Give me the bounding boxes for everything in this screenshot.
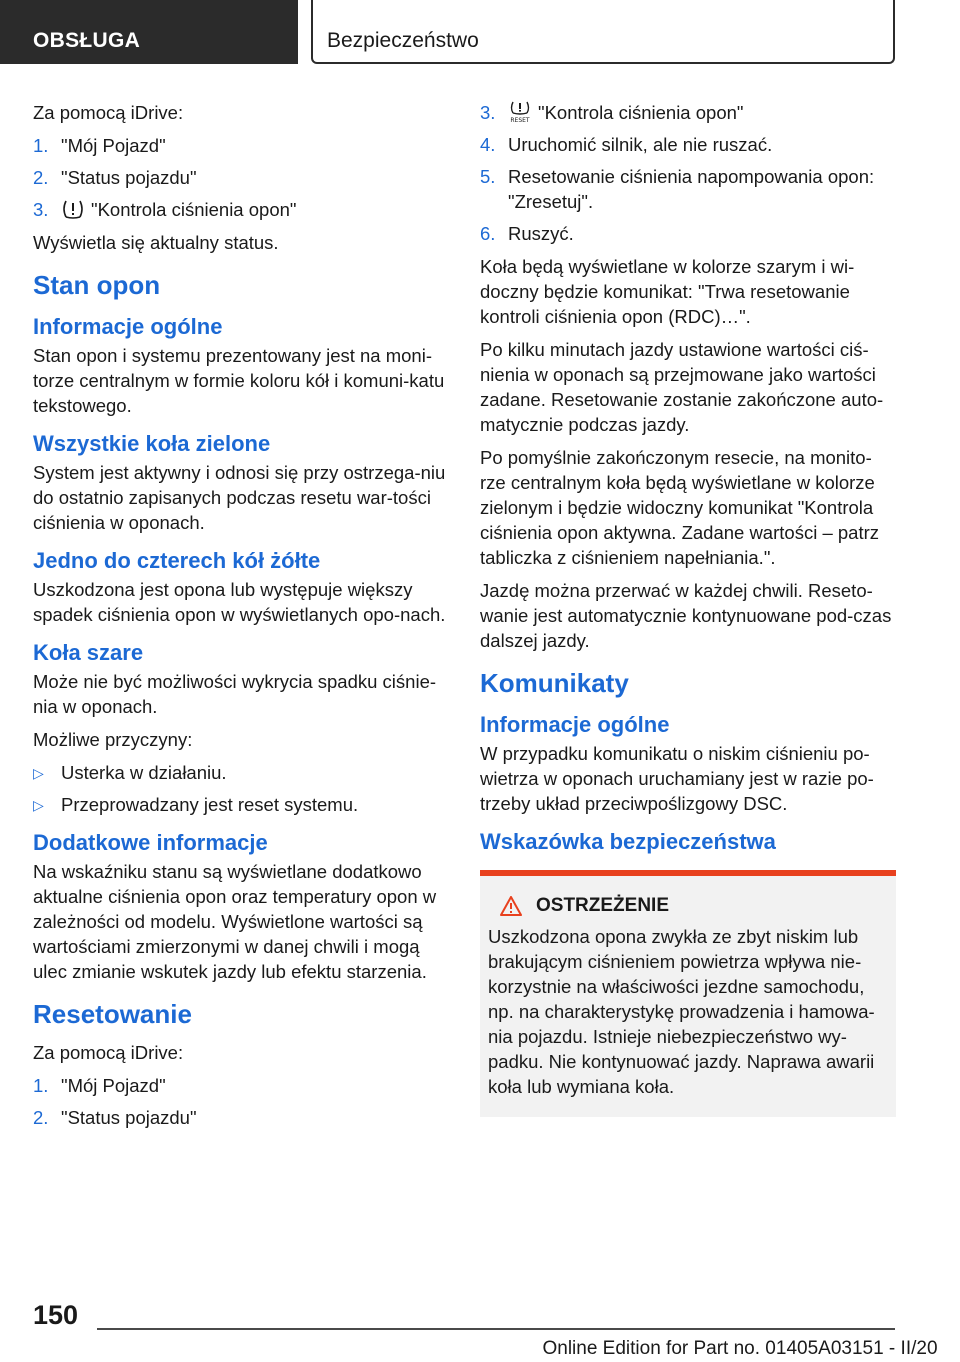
- subheading-all-green: Wszystkie koła zielone: [33, 431, 271, 456]
- triangle-bullet-icon: ▷: [33, 765, 44, 781]
- subheading-grey: Koła szare: [33, 640, 144, 665]
- warning-box: [480, 870, 896, 1117]
- reset-intro: Za pomocą iDrive:: [33, 1042, 184, 1063]
- list-item: ▷ Usterka w działaniu.: [33, 760, 449, 785]
- warning-text: Uszkodzona opona zwykła ze zbyt niskim lub brakującym ciśnieniem powietrza wpływa nie-korzystnie na właściwości jezdne samochodu, np. na charakterystykę prowadzenia i hamowa-nia pojazdu. Istnieje niebezpieczeństwo wy-padku. Nie kontynuować jazdy. Naprawa awarii koła lub wymiana koła.: [488, 926, 875, 1097]
- svg-text:RESET: RESET: [510, 117, 530, 123]
- subheading-safety-note: Wskazówka bezpieczeństwa: [480, 829, 776, 854]
- list-item: 4. Uruchomić silnik, ale nie ruszać.: [480, 134, 773, 155]
- tire-reset-icon: [508, 101, 532, 123]
- list-item: ▷ Przeprowadzany jest reset systemu.: [33, 792, 449, 817]
- section-heading-tire-status: Stan opon: [33, 270, 161, 300]
- subheading-yellow: Jedno do czterech kół żółte: [33, 548, 321, 573]
- status-text: Wyświetla się aktualny status.: [33, 232, 279, 253]
- reset-para-2: Po kilku minutach jazdy ustawione wartości ciś-nienia w oponach są przejmowane jako wartości zadane. Resetowanie zostanie zakończone auto-matycznie podczas jazdy.: [480, 339, 884, 435]
- reset-steps-left: [33, 1073, 449, 1130]
- general-info-text: Stan opon i systemu prezentowany jest na moni-torze centralnym w formie koloru kół i komuni-katu tekstowego.: [33, 345, 445, 416]
- reset-steps-right: [480, 100, 896, 246]
- edition-note: Online Edition for Part no. 01405A03151 - II/20: [542, 1338, 938, 1359]
- causes-list: [33, 760, 449, 817]
- reset-para-3: Po pomyślnie zakończonym resecie, na monito-rze centralnym koła będą wyświetlane w kolorze zielonym i będzie widoczny komunikat "Kontrola ciśnienia opon aktywna. Zadane wartości – patrz tabliczka z ciśnieniem napełniania.".: [480, 447, 879, 568]
- list-item: 6. Ruszyć.: [480, 223, 574, 244]
- section-heading-reset: Resetowanie: [33, 999, 192, 1029]
- tire-pressure-icon: [61, 198, 85, 220]
- left-column: [33, 100, 449, 1138]
- triangle-bullet-icon: ▷: [33, 797, 44, 813]
- page-number: 150: [33, 1300, 79, 1330]
- causes-intro: Możliwe przyczyny:: [33, 729, 193, 750]
- additional-info-text: Na wskaźniku stanu są wyświetlane dodatkowo aktualne ciśnienia opon oraz temperatury opon w zależności od modelu. Wyświetlone wartości są wartościami zmierzonymi w danej chwili i mogą ulec zmianie wskutek jazdy lub efektu starzenia.: [33, 861, 437, 982]
- yellow-text: Uszkodzona jest opona lub występuje większy spadek ciśnienia opon w wyświetlanych opo-nach.: [33, 579, 446, 625]
- warning-triangle-icon: [500, 896, 522, 916]
- right-column: [480, 100, 896, 1117]
- subheading-general-info: Informacje ogólne: [33, 314, 223, 339]
- list-item: 3. RESET "Kontrola ciśnienia opon": [480, 102, 744, 123]
- idrive-intro: Za pomocą iDrive:: [33, 102, 184, 123]
- warning-title: OSTRZEŻENIE: [500, 894, 888, 918]
- messages-text: W przypadku komunikatu o niskim ciśnieniu po-wietrza w oponach uruchamiany jest w razie po-trzeby układ przeciwpoślizgowy DSC.: [480, 743, 874, 814]
- list-item: 3. "Kontrola ciśnienia opon": [33, 199, 297, 220]
- section-heading-messages: Komunikaty: [480, 668, 629, 698]
- reset-para-4: Jazdę można przerwać w każdej chwili. Reseto-wanie jest automatycznie kontynuowane pod-czas dalszej jazdy.: [480, 580, 892, 651]
- list-item: 1. "Mój Pojazd": [33, 135, 166, 156]
- reset-para-1: Koła będą wyświetlane w kolorze szarym i wi-doczny będzie komunikat: "Trwa resetowanie kontroli ciśnienia opon (RDC)…".: [480, 256, 855, 327]
- all-green-text: System jest aktywny i odnosi się przy ostrzega-niu do ostatnio zapisanych podczas resetu war-tości ciśnienia w oponach.: [33, 462, 446, 533]
- list-item: 1. "Mój Pojazd": [33, 1075, 166, 1096]
- list-item: 5. Resetowanie ciśnienia napompowania opon: "Zresetuj".: [480, 166, 875, 212]
- list-item: 2. "Status pojazdu": [33, 1107, 197, 1128]
- page-header: [0, 0, 960, 66]
- grey-text: Może nie być możliwości wykrycia spadku ciśnie-nia w oponach.: [33, 671, 437, 717]
- list-item: 2. "Status pojazdu": [33, 167, 197, 188]
- footer-divider: [97, 1328, 895, 1330]
- section-tab: OBSŁUGA: [0, 0, 298, 64]
- idrive-steps: [33, 133, 449, 222]
- subheading-additional-info: Dodatkowe informacje: [33, 830, 268, 855]
- subheading-messages-info: Informacje ogólne: [480, 712, 670, 737]
- page-footer: [0, 1290, 960, 1362]
- chapter-tab: Bezpieczeństwo: [311, 0, 895, 64]
